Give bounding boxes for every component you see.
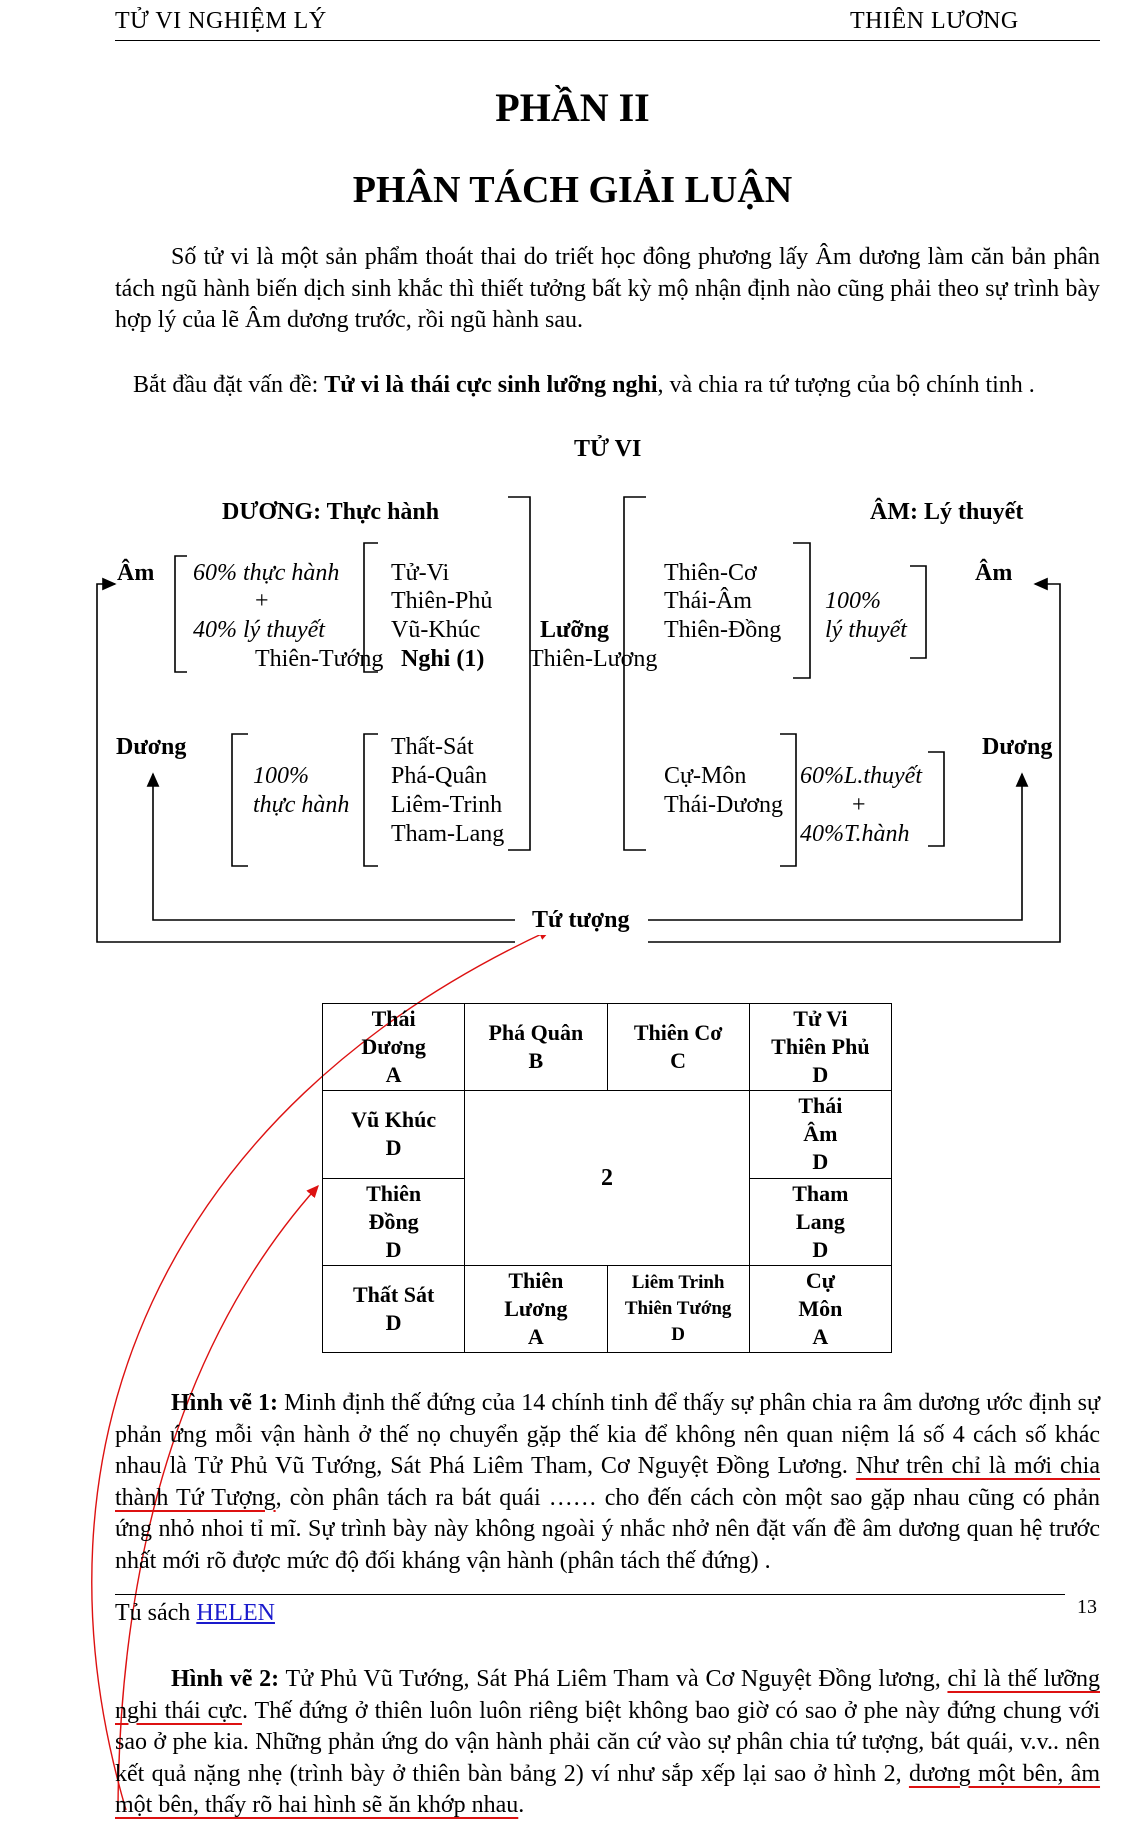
cell-thien-co: Thiên Cơ C [607,1004,749,1091]
problem-prefix: Bắt đầu đặt vấn đề: [133,372,325,398]
header-rule [115,40,1100,41]
cell-that-sat: Thất Sát D [323,1265,465,1352]
fig1-caption [115,1388,1100,1577]
am-left: Âm [117,560,155,586]
fig1-text2: , còn phân tách ra bát quái …… cho đến cách còn một sao gặp nhau cũng có phản ứng nhỏ nhoi tỉ mĩ. Sự trình bày này không ngoài ý nhắc nhở nên đặt vấn đề âm dương quan hệ trước nhất mới rõ được mức độ đối kháng vận hành (phân tách thế đứng) . [115,1484,1100,1574]
g4-star-0: Cự-Môn [664,763,747,789]
duong-right: Dương [982,734,1053,760]
g4-star-1: Thái-Dương [664,792,784,818]
cell-vu-khuc: Vũ Khúc D [323,1091,465,1178]
duong-header: DƯƠNG: Thực hành [222,499,440,525]
part-title: PHẦN II [495,85,650,130]
g3-star-3: Tham-Lang [391,821,505,847]
g1-star-1: Thiên-Phủ [391,588,493,614]
fig2-text1: Tử Phủ Vũ Tướng, Sát Phá Liêm Tham và Cơ Nguyệt Đồng lương, [279,1666,948,1692]
g2-star-0: Thiên-Cơ [664,560,757,586]
header-right: THIÊN LƯƠNG [850,8,1019,34]
intro-text: Số tử vi là một sản phẩm thoát thai do triết học đông phương lấy Âm dương làm căn bản phân tách ngũ hành biến dịch sinh khắc thì thiết tưởng bất kỳ mộ nhận định nào cũng phải theo sự trình bày hợp lý của lẽ Âm dương trước, rồi ngũ hành sau. [115,244,1100,333]
g3-star-1: Phá-Quân [391,763,487,789]
fig2-underlined1: chỉ là thế lưỡng nghi thái cực [115,1666,1100,1724]
cell-tu-vi-thien-phu: Tử Vi Thiên Phủ D [749,1004,891,1091]
fig2-caption [115,1664,1100,1822]
g1-pct2: 40% lý thuyết [193,617,325,643]
problem-statement [115,370,1100,402]
g1-plus: + [255,588,269,614]
am-header: ÂM: Lý thuyết [870,499,1024,525]
cell-liem-trinh-thien-tuong: Liêm Trinh Thiên Tướng D [607,1265,749,1352]
g3-pct1: 100% [253,763,309,789]
cell-thien-luong: Thiên Lương A [465,1265,607,1352]
page-number: 13 [1077,1596,1097,1618]
g4-pct1: 60%L.thuyết [800,763,922,789]
section-title: PHÂN TÁCH GIẢI LUẬN [352,169,793,211]
g2-star-1: Thái-Âm [664,588,752,614]
fig2-text3: . [518,1792,525,1818]
nghi-label: Nghi (1) [401,646,485,672]
footer-rule [115,1594,1065,1595]
g2-pct1: 100% [825,588,881,614]
g4-plus: + [852,792,866,818]
luong-label: Lưỡng [540,617,610,643]
cell-cu-mon: Cự Môn A [749,1265,891,1352]
g1-pct1: 60% thực hành [193,560,340,586]
fig1-label: Hình vẽ 1: [171,1390,278,1416]
cell-thai-duong: Thái Dương A [323,1004,465,1091]
fig2-underlined2: dương một bên, âm một bên, thấy rõ hai hình sẽ ăn khớp nhau [115,1760,1101,1818]
problem-suffix: , và chia ra tứ tượng của bộ chính tinh . [657,372,1035,398]
g3-star-2: Liêm-Trinh [391,792,503,818]
cell-thien-dong: Thiên Đồng D [323,1178,465,1265]
g3-star-0: Thất-Sát [391,734,474,760]
g3-pct2: thực hành [253,792,350,818]
footer-link-helen[interactable]: HELEN [196,1600,275,1626]
am-right: Âm [975,560,1013,586]
diagram-top-tuvi: TỬ VI [574,436,642,462]
cell-tham-lang: Tham Lang D [749,1178,891,1265]
fig1-text1: Minh định thế đứng của 14 chính tinh để thấy sự phân chia ra âm dương ước định sự phản ứng mỗi vận hành ở thế nọ chuyển gặp thế kia để không nên quan niệm lá số 4 cách số khác nhau là Tử Phủ Vũ Tướng, Sát Phá Liêm Tham, Cơ Nguyệt Đồng Lương. [115,1390,1100,1479]
problem-bold: Tử vi là thái cực sinh lưỡng nghi [324,372,658,398]
duong-left: Dương [116,734,187,760]
cell-center: 2 [465,1091,750,1266]
tu-tuong-label: Tứ tượng [524,906,637,935]
g1-star-2: Vũ-Khúc [391,617,481,643]
g1-star-0: Tử-Vi [391,560,450,586]
cell-thai-am: Thái Âm D [749,1091,891,1178]
footer-prefix: Tủ sách [115,1600,197,1626]
fig1-underlined: Như trên chỉ là mới chia thành Tứ Tượng [115,1453,1100,1511]
g1-last: Thiên-Tướng [255,646,384,672]
g2-star-2: Thiên-Đồng [664,617,782,643]
g4-pct2: 40%T.hành [800,821,910,847]
g2-last: Thiên-Lương [529,646,658,672]
star-grid-table [322,1003,892,1353]
cell-pha-quan: Phá Quân B [465,1004,607,1091]
fig2-text2: . Thế đứng ở thiên luôn luôn riêng biệt không bao giờ có sao ở phe này đứng chung với sao ở phe kia. Những phản ứng do vận hành phải căn cứ vào sự phân chia tứ tượng, bát quái, v.v.. nên kết quả nặng nhẹ (trình bày ở thiên bàn bảng 2) ví như sắp xếp lại sao ở hình 2, [115,1697,1101,1787]
g2-pct2: lý thuyết [825,617,907,643]
footer-left [115,1600,275,1627]
fig2-label: Hình vẽ 2: [171,1666,280,1692]
intro-paragraph [115,242,1100,337]
header-left: TỬ VI NGHIỆM LÝ [115,8,327,34]
